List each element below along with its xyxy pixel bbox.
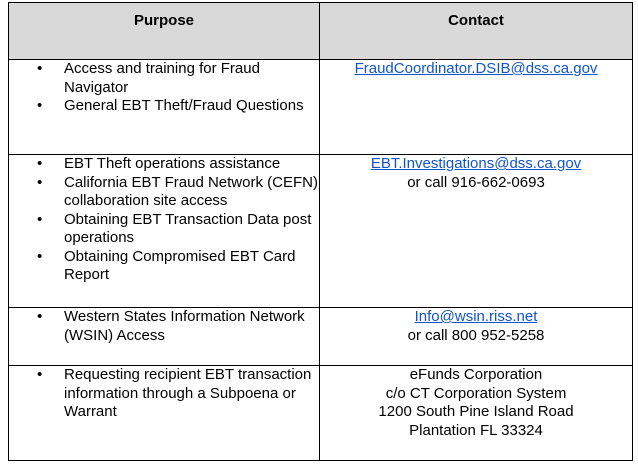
purpose-item: • Requesting recipient EBT transaction information through a Subpoena or Warrant [9, 366, 319, 422]
purpose-item: • Western States Information Network (WSIN) Access [9, 308, 319, 345]
purpose-item: • EBT Theft operations assistance [9, 155, 319, 174]
phone-note: or call 800 952-5258 [407, 326, 545, 344]
purpose-list [9, 155, 319, 285]
purpose-cell [9, 308, 320, 366]
purpose-item: • Obtaining Compromised EBT Card Report [9, 248, 319, 285]
purpose-item: • General EBT Theft/Fraud Questions [9, 97, 319, 116]
address-line: eFunds Corporation [409, 366, 543, 383]
purpose-cell [9, 155, 320, 308]
purpose-cell [9, 60, 320, 155]
contact-header: Contact [320, 3, 633, 60]
purpose-cell [9, 366, 320, 461]
address-line: 1200 South Pine Island Road [378, 403, 574, 420]
address-line: c/o CT Corporation System [385, 384, 567, 402]
table-row [9, 308, 633, 366]
phone-note: or call 916-662-0693 [407, 173, 545, 191]
purpose-list [9, 366, 319, 422]
purpose-item: • California EBT Fraud Network (CEFN) collaboration site access [9, 174, 319, 211]
email-link[interactable]: Info@wsin.riss.net [414, 308, 538, 325]
table-row [9, 60, 633, 155]
table-header-row [9, 3, 633, 60]
contact-table [8, 2, 633, 461]
contact-cell [320, 155, 633, 308]
email-link[interactable]: FraudCoordinator.DSIB@dss.ca.gov [354, 60, 598, 77]
address-line: Plantation FL 33324 [409, 421, 543, 439]
purpose-item: • Obtaining EBT Transaction Data post operations [9, 211, 319, 248]
purpose-item: • Access and training for Fraud Navigator [9, 60, 319, 97]
contact-cell [320, 366, 633, 461]
contact-cell [320, 308, 633, 366]
purpose-header: Purpose [9, 3, 320, 60]
contact-cell [320, 60, 633, 155]
purpose-list [9, 60, 319, 116]
table-row [9, 366, 633, 461]
purpose-list [9, 308, 319, 345]
table-row [9, 155, 633, 308]
email-link[interactable]: EBT.Investigations@dss.ca.gov [370, 155, 582, 172]
